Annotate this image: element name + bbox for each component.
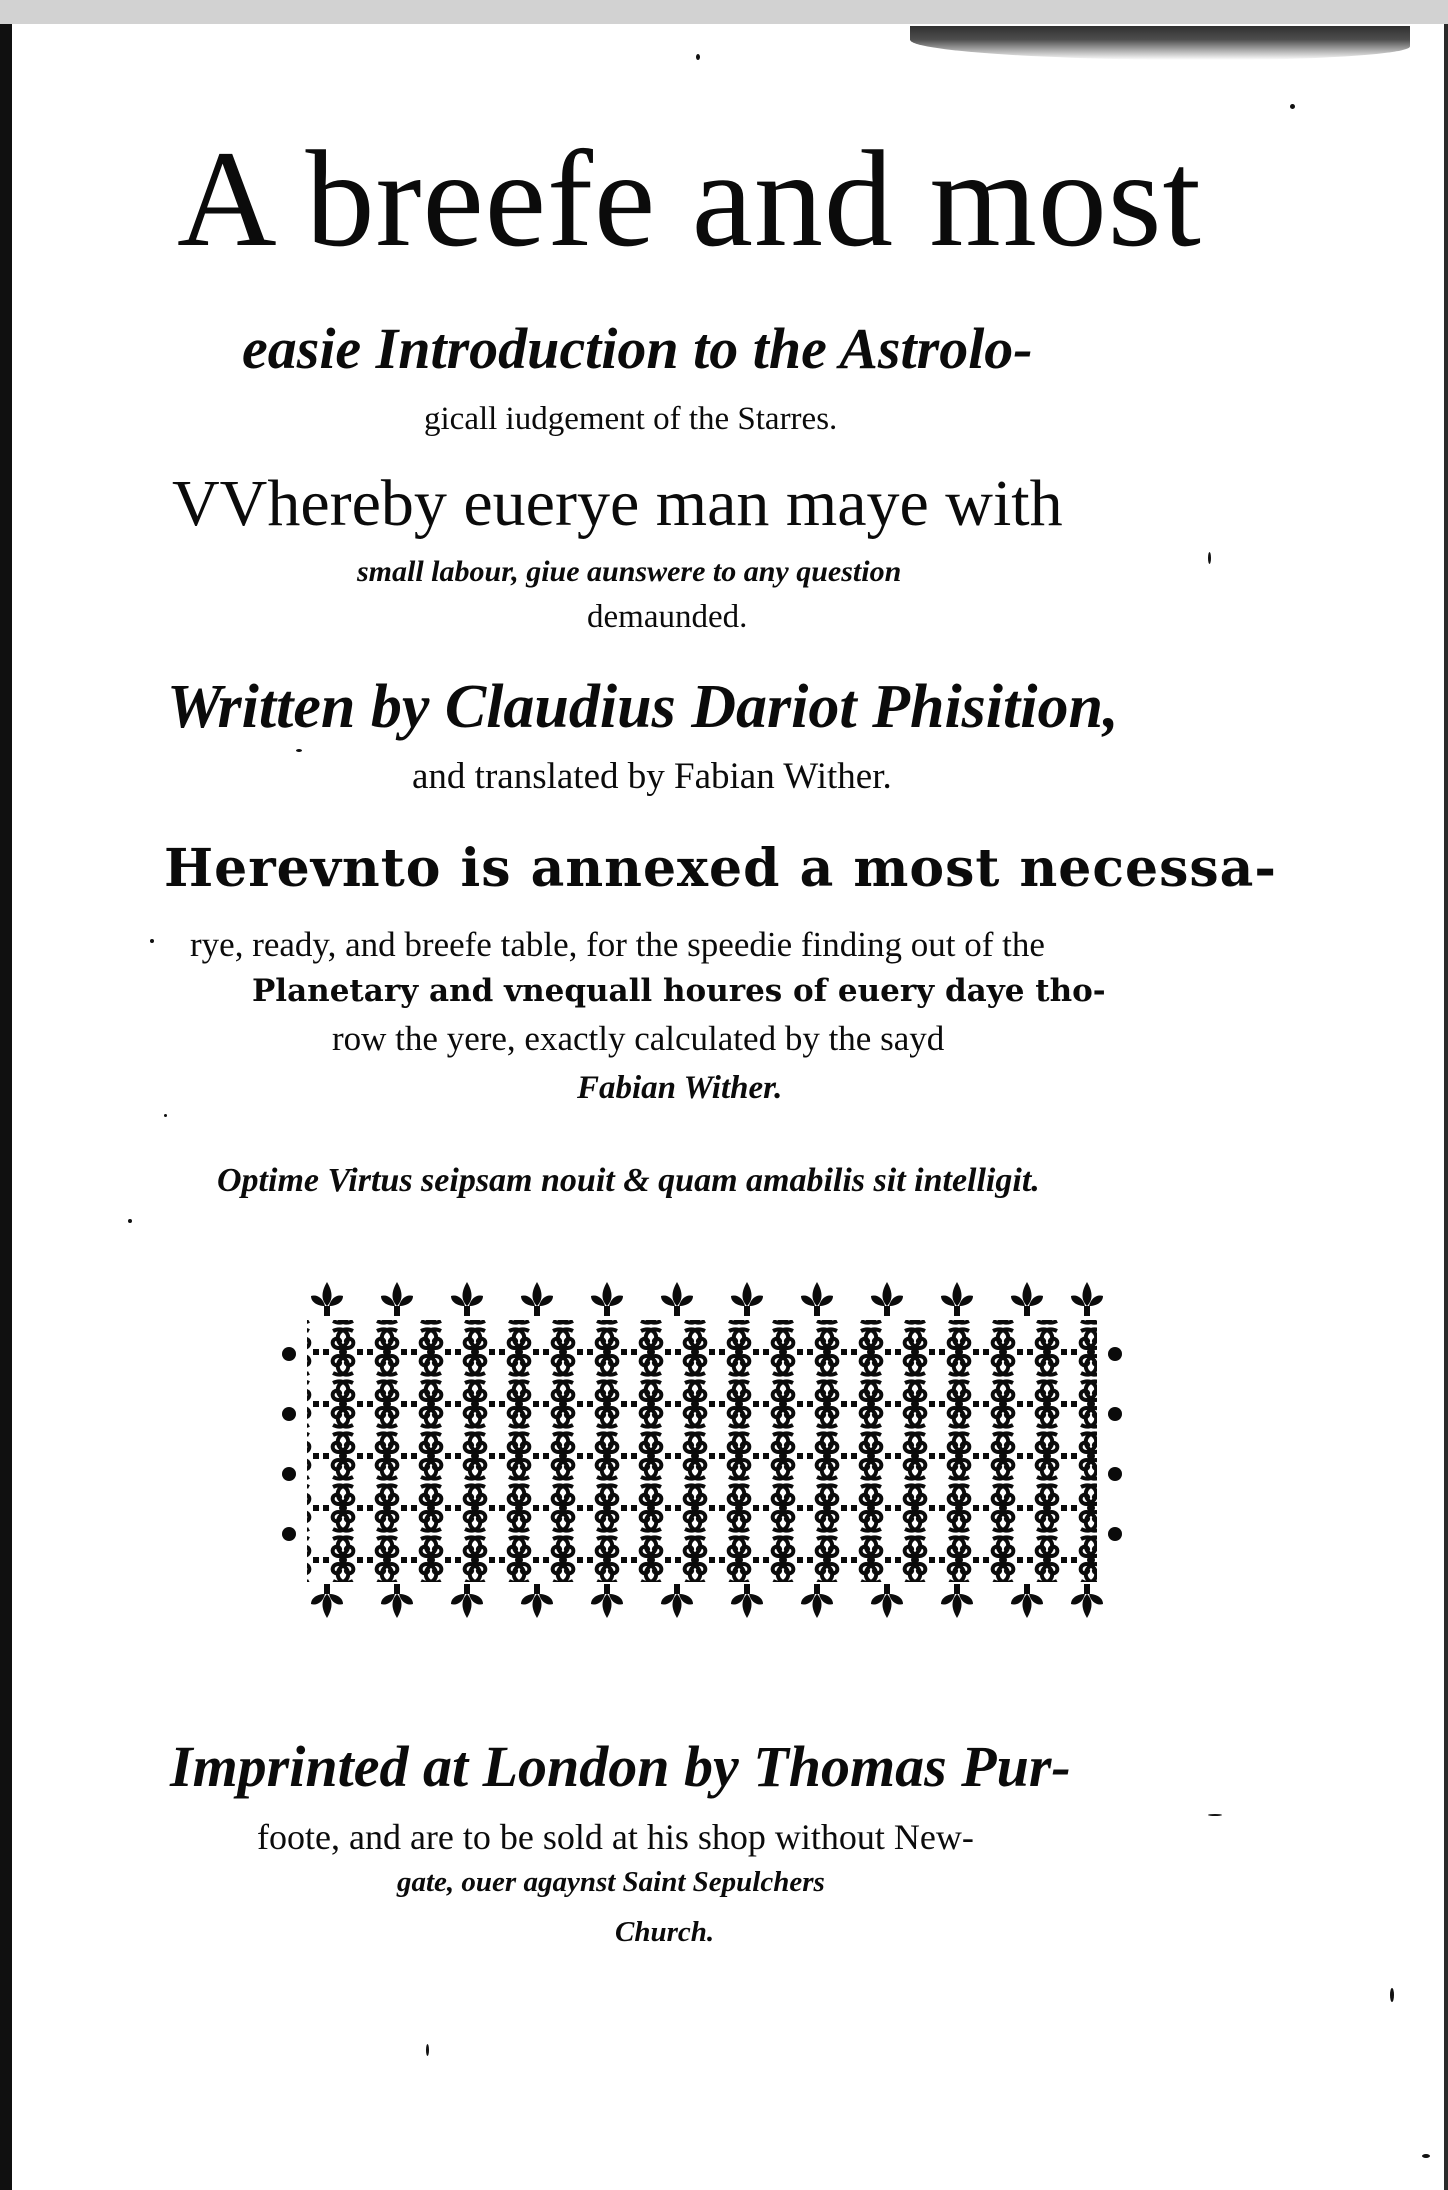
annex-line-3: Planetary and vnequall houres of euery daye tho- xyxy=(252,973,1106,1009)
title-page xyxy=(12,24,1444,2190)
ink-speck xyxy=(1390,1988,1394,2002)
ink-speck xyxy=(426,2044,429,2056)
purpose-line-1: VVhereby euerye man maye with xyxy=(172,467,1063,540)
annex-line-1: Herevnto is annexed a most necessa- xyxy=(164,838,1277,899)
printers-ornament xyxy=(277,1274,1127,1626)
subtitle-line-1: easie Introduction to the Astrolo- xyxy=(242,316,1033,381)
ink-speck xyxy=(1208,552,1211,564)
imprint-line-4: Church. xyxy=(615,1916,715,1948)
latin-motto: Optime Virtus seipsam nouit & quam amabilis sit intelligit. xyxy=(217,1162,1040,1199)
ink-speck xyxy=(128,1219,132,1223)
imprint-line-3: gate, ouer agaynst Saint Sepulchers xyxy=(397,1866,825,1898)
translator-line: and translated by Fabian Wither. xyxy=(412,756,892,797)
annex-line-5: Fabian Wither. xyxy=(577,1070,783,1106)
annex-line-4: row the yere, exactly calculated by the sayd xyxy=(332,1019,945,1058)
author-line: Written by Claudius Dariot Phisition, xyxy=(167,673,1119,741)
ink-speck xyxy=(164,1114,167,1117)
purpose-line-3: demaunded. xyxy=(587,599,748,635)
book-title: A breefe and most xyxy=(177,122,1202,275)
imprint-line-1: Imprinted at London by Thomas Pur- xyxy=(170,1734,1071,1799)
purpose-line-2: small labour, giue aunswere to any question xyxy=(357,555,902,588)
ink-speck xyxy=(1422,2154,1430,2158)
ink-speck xyxy=(1208,1814,1222,1816)
subtitle-line-2: gicall iudgement of the Starres. xyxy=(424,401,838,437)
ink-speck xyxy=(296,749,302,752)
page-left-edge xyxy=(0,24,12,2190)
ink-speck xyxy=(150,939,154,943)
ink-speck xyxy=(696,54,700,60)
annex-line-2: rye, ready, and breefe table, for the speedie finding out of the xyxy=(190,925,1045,964)
ink-speck xyxy=(1290,104,1295,109)
imprint-line-2: foote, and are to be sold at his shop without New- xyxy=(257,1817,974,1857)
page-right-edge xyxy=(1444,24,1448,2190)
top-bar xyxy=(0,0,1448,24)
